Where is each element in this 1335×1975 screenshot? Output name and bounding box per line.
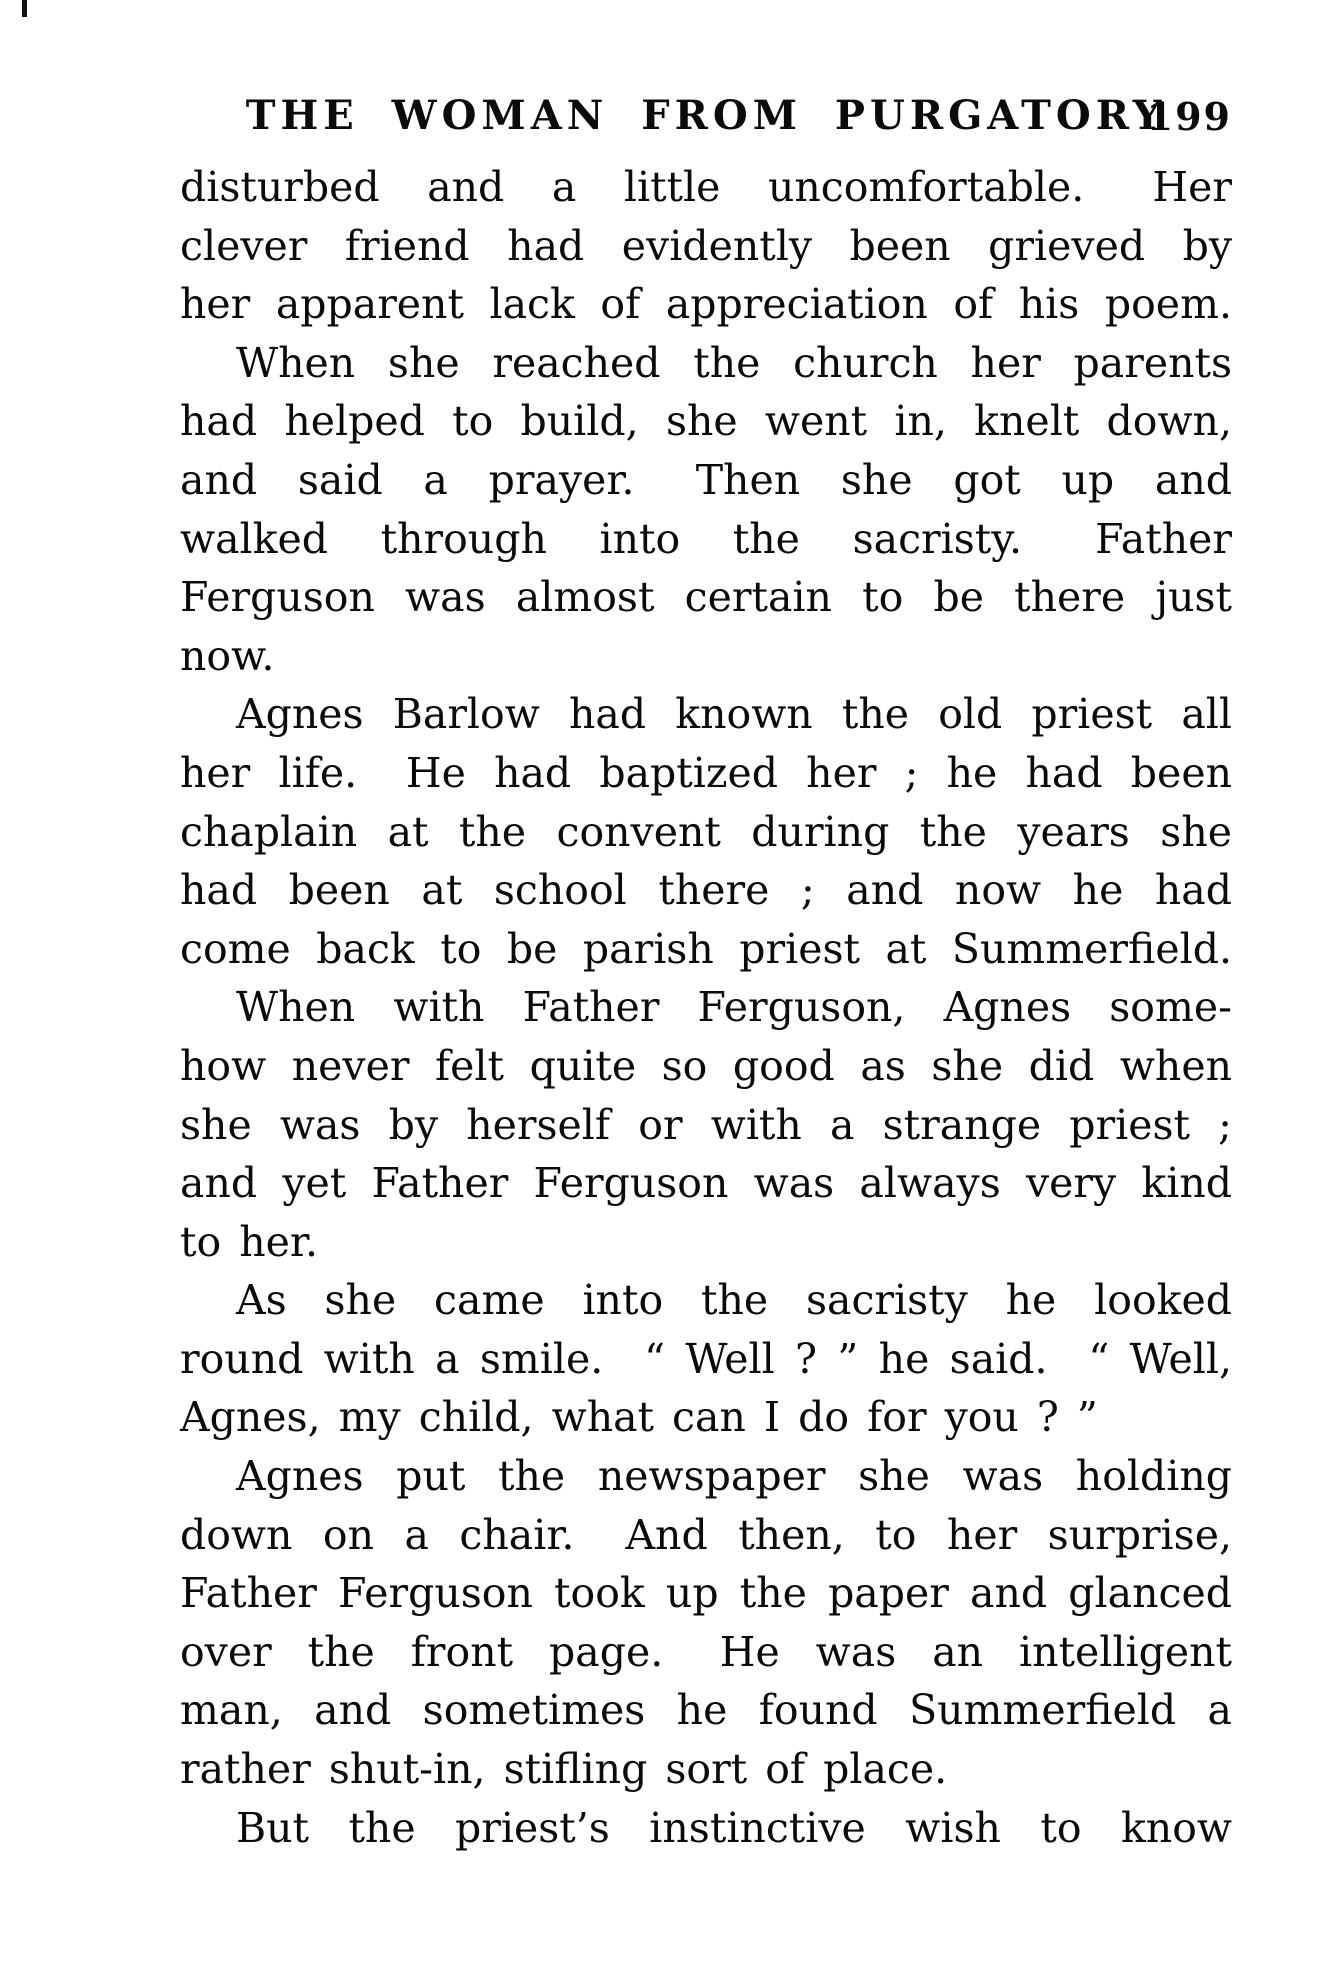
text-line: had helped to build, she went in, knelt down, [180, 397, 1232, 446]
text-line: Ferguson was almost certain to be there just [180, 573, 1232, 622]
text-line: Agnes Barlow had known the old priest all [236, 690, 1232, 739]
text-line: come back to be parish priest at Summerfield. [180, 924, 1232, 973]
text-line: walked through into the sacristy. Father [180, 514, 1232, 563]
text-line: her apparent lack of appreciation of his poem. [180, 280, 1232, 329]
text-line: and said a prayer. Then she got up and [180, 455, 1232, 504]
text-line: round with a smile. “ Well ? ” he said. “ Well, [180, 1334, 1232, 1383]
text-line: down on a chair. And then, to her surprise, [180, 1510, 1232, 1559]
text-line: had been at school there ; and now he had [180, 866, 1232, 915]
text-line: rather shut-in, stifling sort of place. [180, 1745, 948, 1794]
text-line: now. [180, 631, 275, 680]
text-line: how never felt quite so good as she did when [180, 1041, 1232, 1090]
scan-artifact-mark [22, 0, 27, 17]
text-line: When with Father Ferguson, Agnes some- [236, 983, 1232, 1032]
text-line: Agnes put the newspaper she was holding [236, 1452, 1232, 1501]
running-head-title: THE WOMAN FROM PURGATORY [245, 92, 1167, 139]
text-line: Father Ferguson took up the paper and glanced [180, 1569, 1232, 1618]
text-line: When she reached the church her parents [236, 338, 1232, 387]
body-text-block [180, 158, 1232, 1857]
text-line: But the priest’s instinctive wish to know [236, 1803, 1232, 1852]
text-line: she was by herself or with a strange priest ; [180, 1100, 1232, 1149]
text-line: chaplain at the convent during the years she [180, 807, 1232, 856]
text-line: man, and sometimes he found Summerfield a [180, 1686, 1232, 1735]
text-line: her life. He had baptized her ; he had been [180, 748, 1232, 797]
page-number: 199 [1146, 94, 1232, 139]
text-line: disturbed and a little uncomfortable. Her [180, 163, 1232, 211]
text-line: and yet Father Ferguson was always very kind [180, 1159, 1232, 1208]
text-line: Agnes, my child, what can I do for you ? ” [180, 1393, 1098, 1442]
text-line: clever friend had evidently been grieved by [180, 221, 1232, 270]
text-line: over the front page. He was an intelligent [180, 1627, 1232, 1676]
text-line: to her. [180, 1217, 318, 1266]
text-line: As she came into the sacristy he looked [236, 1276, 1232, 1325]
running-head [180, 90, 1232, 142]
